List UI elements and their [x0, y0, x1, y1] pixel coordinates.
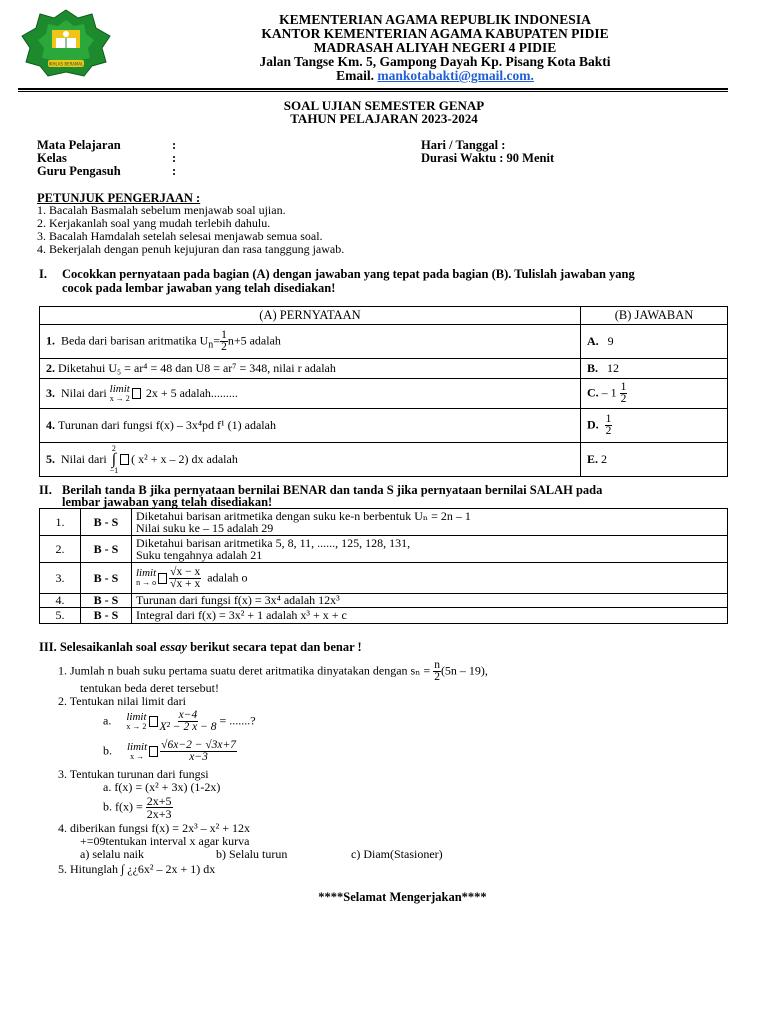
table-row	[40, 608, 728, 624]
answer-cell	[581, 325, 728, 359]
instructions-heading: PETUNJUK PENGERJAAN :	[37, 191, 201, 205]
logo-motto: IKHLAS BERAMAL	[48, 61, 84, 67]
statement-text: Beda dari barisan aritmatika U	[61, 333, 209, 348]
table-row	[40, 536, 728, 563]
info-teacher: Guru Pengasuh	[37, 164, 121, 178]
section2-number: II.	[39, 483, 52, 497]
option-letter: b.	[103, 743, 112, 758]
placeholder-box-icon	[132, 388, 141, 399]
placeholder-box-icon	[149, 746, 158, 757]
fraction	[160, 710, 217, 733]
essay-question-3a: a. f(x) = (x² + 3x) (1-2x)	[103, 780, 221, 794]
header-rule	[18, 88, 728, 90]
essay-option-a: a) selalu naik	[80, 847, 144, 861]
section1-number: I.	[39, 267, 47, 281]
question-text: = .......?	[219, 713, 256, 728]
fraction-denominator: X² − 2 x − 8	[159, 721, 217, 733]
fraction	[620, 382, 628, 405]
section2-text-a: Berilah tanda B jika pernyataan bernilai BENAR dan tanda S jika pernyataan bernilai SALAH pada	[62, 483, 603, 497]
fraction	[220, 330, 228, 353]
statement-line: Diketahui barisan aritmetika dengan suku ke-n berbentuk Uₙ = 2n – 1	[136, 508, 471, 523]
fraction-numerator: 1	[620, 381, 627, 393]
answer-letter: D.	[587, 417, 599, 432]
fraction	[160, 740, 237, 763]
section3-heading-emphasis: essay	[159, 640, 187, 654]
fraction-numerator: 1	[221, 329, 227, 341]
essay-question-2: 2. Tentukan nilai limit dari	[58, 694, 186, 708]
limit-notation	[126, 710, 147, 731]
ministry-logo	[18, 8, 114, 78]
statement-line: Nilai suku ke – 15 adalah 29	[136, 521, 274, 535]
statement-text: n+5 adalah	[227, 333, 281, 348]
statement-line: Diketahui barisan aritmetika 5, 8, 11, ......, 125, 128, 131,	[136, 535, 411, 550]
answer-letter: E.	[587, 452, 599, 466]
essay-question-1	[58, 660, 488, 683]
fraction-numerator: 2x+5	[146, 794, 172, 808]
table-row	[40, 509, 728, 536]
answer-cell	[581, 379, 728, 409]
section1-text-a: Cocokkan pernyataan pada bagian (A) dengan jawaban yang tepat pada bagian (B). Tulislah jawaban yang	[62, 267, 635, 281]
fraction-denominator: 2	[434, 671, 440, 683]
essay-question-2b	[103, 740, 237, 763]
col-answer-header: (B) JAWABAN	[581, 307, 728, 325]
fraction-denominator: x−3	[189, 751, 208, 763]
fraction-numerator: √6x−2 − √3x+7	[161, 739, 237, 751]
row-number: 5.	[40, 608, 81, 624]
fraction-numerator: 1	[605, 413, 612, 425]
info-duration: Durasi Waktu : 90 Menit	[421, 151, 555, 165]
answer-letter: C.	[587, 385, 599, 400]
statement-cell	[40, 359, 581, 379]
essay-question-1-b: tentukan beda deret tersebut!	[80, 681, 219, 695]
header-address: Jalan Tangse Km. 5, Gampong Dayah Kp. Pisang Kota Bakti	[259, 54, 611, 69]
answer-letter: B.	[587, 361, 599, 375]
row-number: 5.	[46, 451, 55, 466]
fraction-denominator: 2x+3	[146, 807, 172, 821]
table-row	[40, 409, 728, 443]
limit-subscript: x → 2	[126, 721, 147, 731]
header-office: KANTOR KEMENTERIAN AGAMA KABUPATEN PIDIE	[261, 26, 609, 41]
answer-value: 9	[607, 334, 614, 348]
placeholder-box-icon	[158, 573, 167, 584]
fraction-denominator: 2	[605, 425, 612, 437]
email-link[interactable]: mankotabakti@gmail.com.	[377, 68, 534, 83]
option-letter: a.	[103, 713, 112, 728]
integral-sign-icon: ∫	[111, 450, 117, 468]
col-statement-header: (A) PERNYATAAN	[40, 307, 581, 325]
answer-cell	[581, 443, 728, 477]
answer-value: 2	[601, 452, 608, 466]
limit-subscript: x → 2	[109, 393, 130, 403]
row-number: 1.	[46, 333, 55, 348]
bs-answer-box[interactable]: B - S	[81, 608, 132, 624]
table-row	[40, 359, 728, 379]
info-colon: :	[172, 138, 177, 152]
essay-option-c: c) Diam(Stasioner)	[351, 847, 443, 861]
statement-cell	[40, 325, 581, 359]
integral-upper: 2	[111, 443, 116, 453]
section3-number: III.	[39, 640, 57, 654]
statement-text: Diketahui U₅ = ar⁴ = 48 dan U8 = ar⁷ = 348, nilai r adalah	[58, 361, 336, 375]
table-row	[40, 563, 728, 594]
essay-question-3: 3. Tentukan turunan dari fungsi	[58, 767, 209, 781]
limit-word: limit	[136, 567, 157, 579]
header-school: MADRASAH ALIYAH NEGERI 4 PIDIE	[313, 40, 557, 55]
fraction-denominator: 2	[221, 341, 227, 353]
header-rule-thin	[18, 91, 728, 92]
info-day: Hari / Tanggal :	[421, 138, 506, 152]
integral-lower: −1	[109, 465, 119, 475]
answer-letter: A.	[587, 334, 599, 348]
limit-subscript: n → o	[136, 578, 157, 587]
fraction-numerator: √x − x	[170, 565, 201, 578]
email-label: Email.	[336, 68, 374, 83]
fraction	[146, 795, 173, 820]
fraction-numerator: x−4	[178, 709, 198, 721]
bs-answer-box[interactable]: B - S	[81, 509, 132, 536]
instruction-item: 4. Bekerjalah dengan penuh kejujuran dan rasa tanggung jawab.	[37, 242, 345, 256]
table-row	[40, 325, 728, 359]
section1-text-b: cocok pada lembar jawaban yang telah disediakan!	[62, 281, 336, 295]
statement-text: Nilai dari	[61, 385, 107, 400]
placeholder-box-icon	[120, 454, 129, 465]
statement-cell: Integral dari f(x) = 3x² + 1 adalah x³ + x + c	[132, 608, 728, 624]
answer-value: – 1	[601, 385, 617, 400]
row-number: 4.	[46, 418, 55, 432]
section2-text-b: lembar jawaban yang telah disediakan!	[62, 495, 273, 509]
table-row	[40, 379, 728, 409]
statement-cell	[132, 563, 728, 594]
statement-text: Turunan dari fungsi f(x) – 3x⁴pd f¹ (1) adalah	[58, 418, 276, 432]
statement-subscript: n	[208, 339, 214, 351]
answer-cell	[581, 409, 728, 443]
limit-notation	[127, 740, 148, 761]
true-false-table	[39, 508, 728, 624]
fraction	[169, 567, 201, 590]
placeholder-box-icon	[149, 716, 158, 727]
statement-text: adalah o	[207, 569, 248, 584]
statement-cell: Turunan dari fungsi f(x) = 3x⁴ adalah 12x³	[132, 594, 728, 608]
statement-line: Suku tengahnya adalah 21	[136, 548, 263, 562]
table-row	[40, 594, 728, 608]
bs-answer-box[interactable]: B - S	[81, 594, 132, 608]
question-text: 1. Jumlah n buah suku pertama suatu deret aritmatika dinyatakan dengan sₙ =	[58, 663, 431, 678]
limit-word: limit	[126, 710, 147, 723]
fraction-denominator: √x + x	[170, 577, 201, 590]
row-number: 1.	[40, 509, 81, 536]
bs-answer-box[interactable]: B - S	[81, 536, 132, 563]
essay-option-b: b) Selalu turun	[216, 847, 288, 861]
table-row	[40, 443, 728, 477]
statement-cell	[40, 379, 581, 409]
row-number: 3.	[40, 563, 81, 594]
exam-year: TAHUN PELAJARAN 2023-2024	[290, 111, 478, 126]
limit-word: limit	[109, 382, 130, 395]
header-email-line	[200, 69, 670, 84]
section3-heading-text: Selesaikanlah soal	[59, 640, 157, 654]
question-text: (5n – 19),	[440, 663, 488, 678]
limit-notation	[136, 569, 156, 587]
essay-question-4: 4. diberikan fungsi f(x) = 2x³ – x² + 12x	[58, 821, 251, 835]
fraction	[605, 414, 613, 437]
instruction-item: 3. Bacalah Hamdalah setelah selesai menjawab semua soal.	[37, 229, 323, 243]
statement-cell	[40, 409, 581, 443]
statement-text: 2x + 5 adalah.........	[145, 385, 238, 400]
answer-value: 12	[607, 361, 620, 375]
matching-table	[39, 306, 728, 477]
fraction-numerator: n	[434, 659, 440, 671]
bs-answer-box[interactable]: B - S	[81, 563, 132, 594]
header-ministry: KEMENTERIAN AGAMA REPUBLIK INDONESIA	[279, 12, 591, 27]
info-colon: :	[172, 164, 177, 178]
limit-subscript: x →	[130, 751, 145, 761]
matching-header-row	[40, 307, 728, 325]
row-number: 2.	[46, 361, 55, 375]
statement-equals: =	[213, 333, 221, 348]
row-number: 3.	[46, 385, 55, 400]
section3-heading-text: berikut secara tepat dan benar !	[190, 640, 362, 654]
instruction-item: 2. Kerjakanlah soal yang mudah terlebih dahulu.	[37, 216, 271, 230]
question-text: b. f(x) =	[103, 799, 143, 814]
statement-text: ( x² + x – 2) dx adalah	[131, 451, 238, 466]
row-number: 2.	[40, 536, 81, 563]
exam-title: SOAL UJIAN SEMESTER GENAP	[283, 98, 485, 113]
answer-cell	[581, 359, 728, 379]
essay-question-2a	[103, 710, 256, 733]
fraction	[433, 660, 441, 683]
essay-question-5: 5. Hitunglah ∫ ¿¿6x² – 2x + 1) dx	[58, 862, 216, 876]
info-subject: Mata Pelajaran	[37, 138, 121, 152]
statement-cell	[132, 509, 728, 536]
statement-cell	[40, 443, 581, 477]
info-colon: :	[172, 151, 177, 165]
essay-question-4-b: +=09tentukan interval x agar kurva	[80, 834, 250, 848]
limit-notation	[109, 382, 130, 403]
statement-cell	[132, 536, 728, 563]
closing-message: ****Selamat Mengerjakan****	[318, 890, 487, 904]
row-number: 4.	[40, 594, 81, 608]
integral-notation	[110, 445, 119, 475]
info-class: Kelas	[37, 151, 67, 165]
section3-heading	[39, 640, 362, 655]
fraction-denominator: 2	[620, 393, 627, 405]
instruction-item: 1. Bacalah Basmalah sebelum menjawab soal ujian.	[37, 203, 286, 217]
essay-question-3b	[103, 795, 173, 820]
limit-word: limit	[127, 740, 148, 753]
statement-text: Nilai dari	[61, 451, 107, 466]
